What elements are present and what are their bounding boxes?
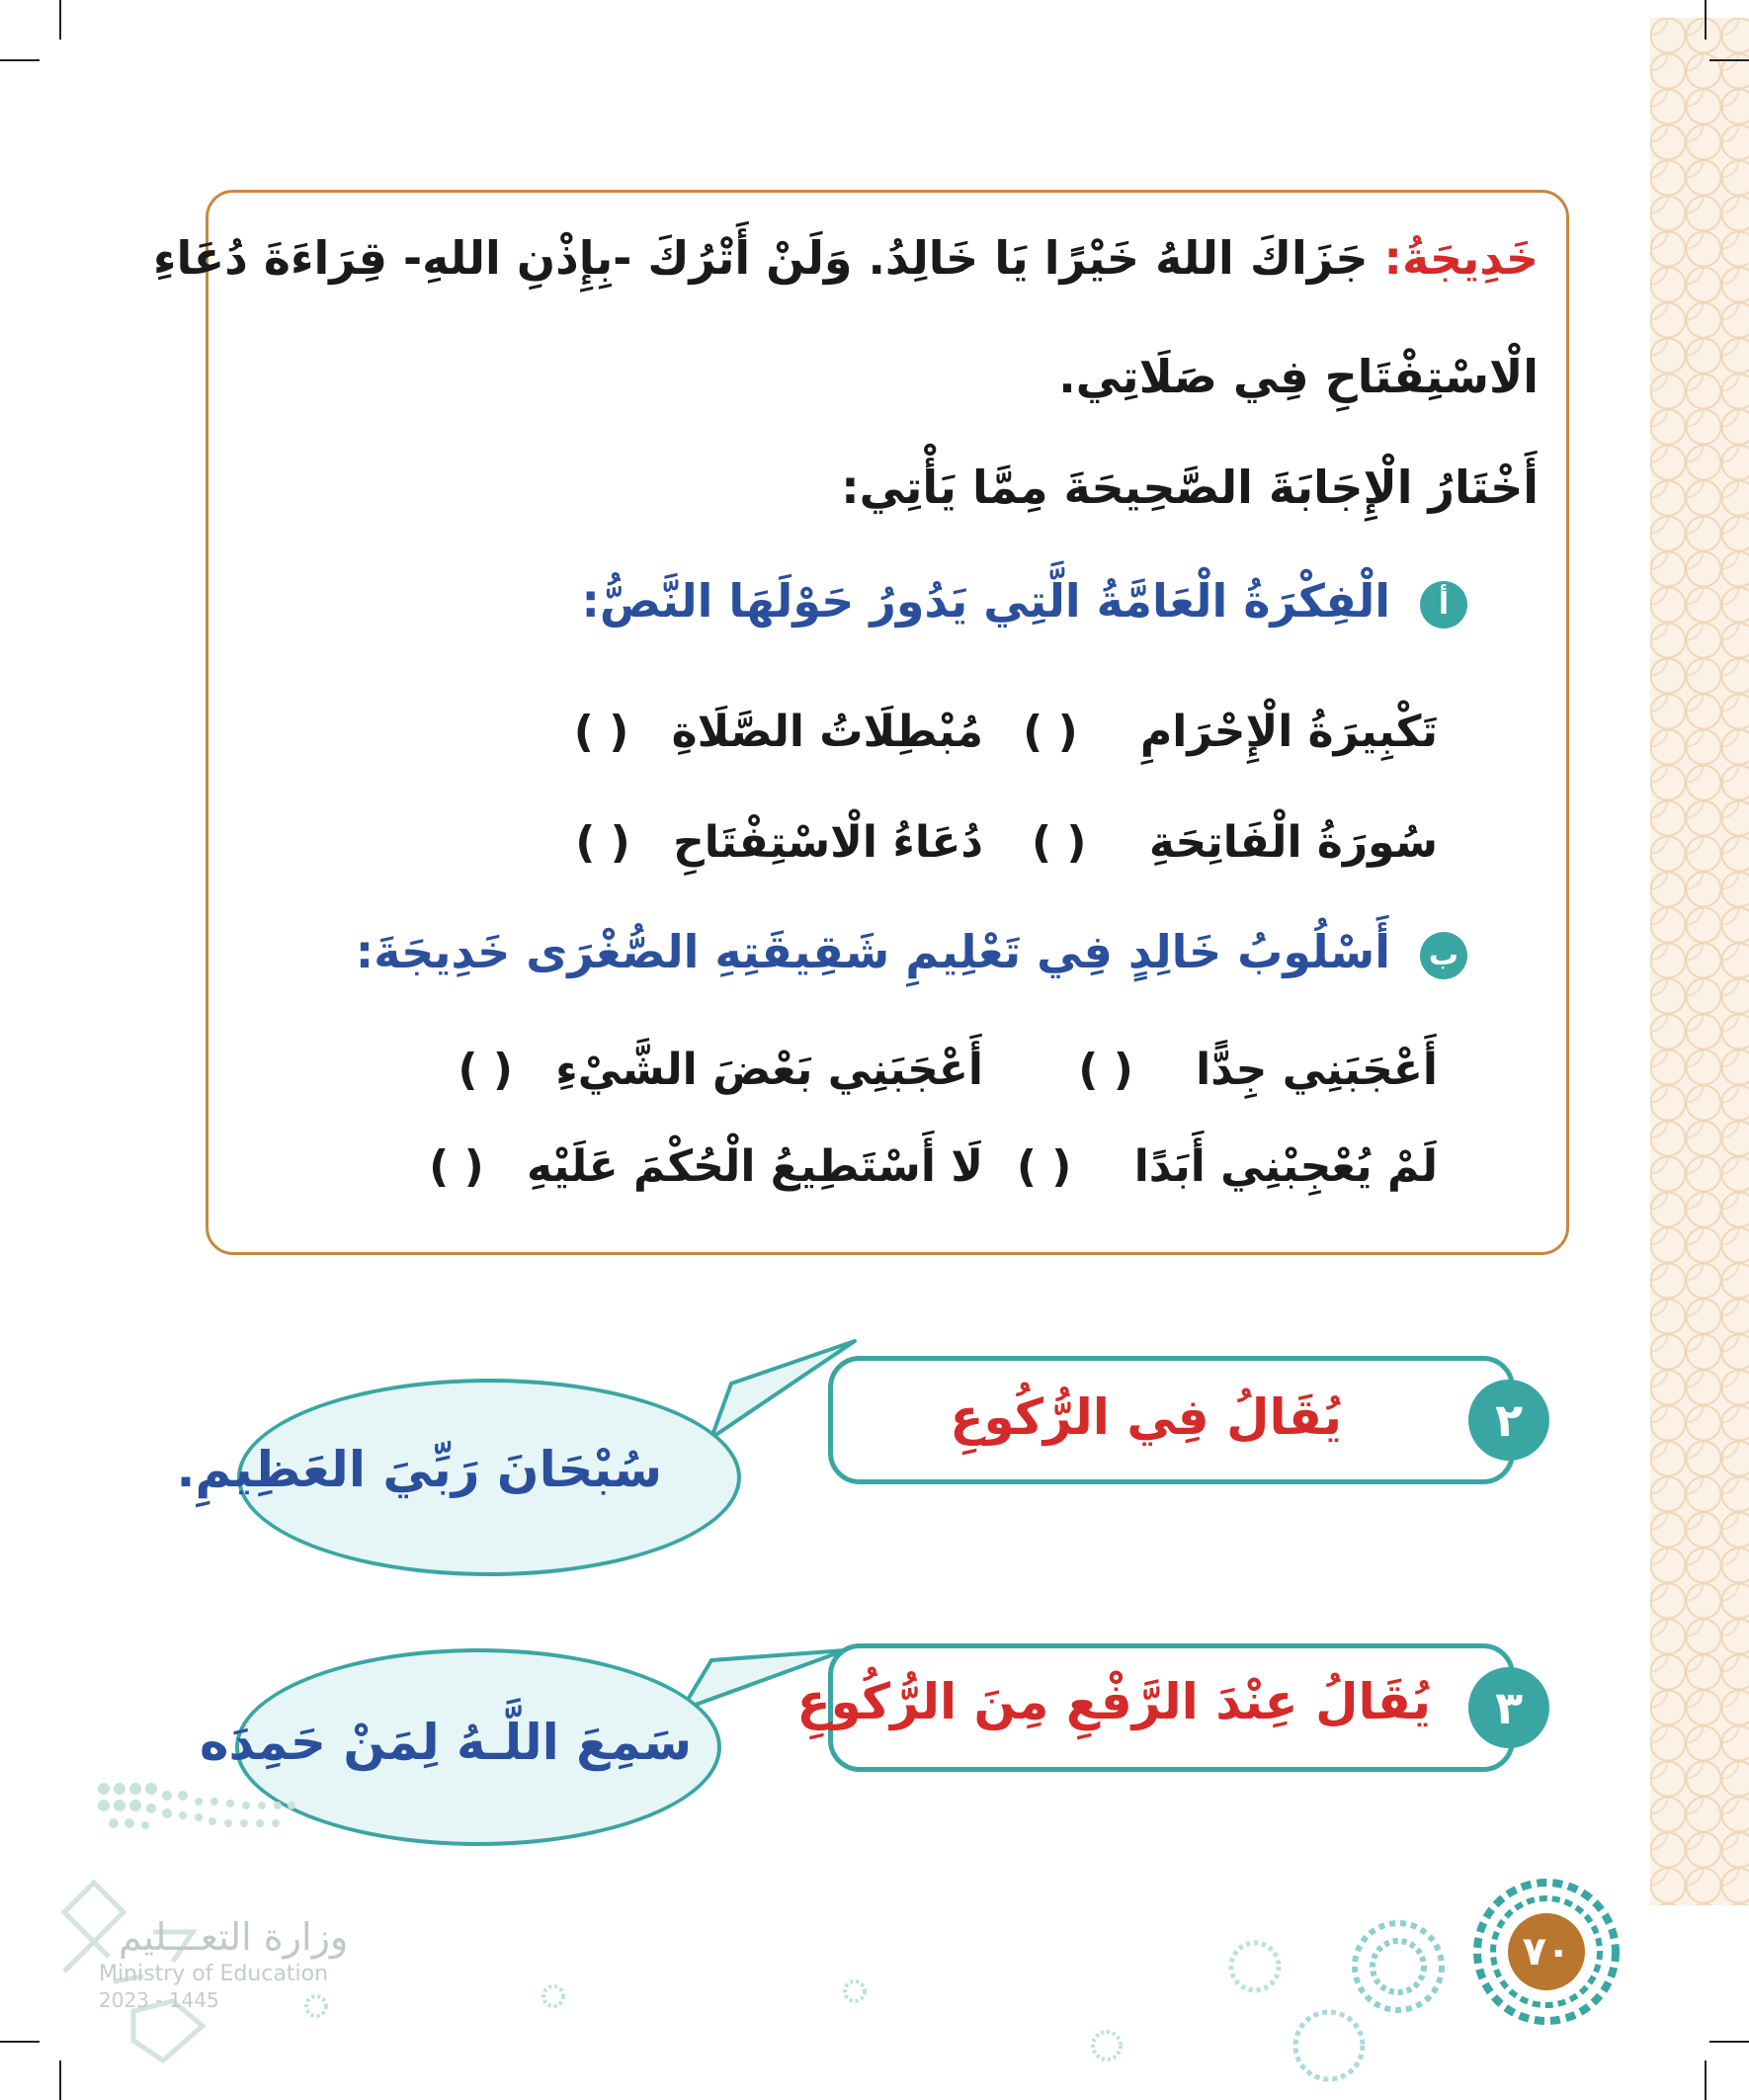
- crop-mark: [0, 2041, 40, 2043]
- question-b-title: أَسْلُوبُ خَالِدٍ فِي تَعْلِيمِ شَقِيقَتِهِ الصُّغْرَى خَدِيجَةَ:: [355, 925, 1390, 978]
- prompt-3-text: يُقَالُ عِنْدَ الرَّفْعِ مِنَ الرُّكُوعِ: [796, 1673, 1431, 1730]
- speech-bubble-3-text: سَمِعَ اللَّـهُ لِمَنْ حَمِدَه: [199, 1714, 692, 1771]
- number-badge-2: ٢: [1468, 1380, 1549, 1461]
- instruction: [208, 458, 1566, 517]
- ornament-icon: [1087, 2026, 1126, 2065]
- answer-paren[interactable]: ( ): [573, 707, 629, 757]
- answer-paren[interactable]: ( ): [1078, 1045, 1133, 1095]
- answer-paren[interactable]: ( ): [458, 1045, 513, 1095]
- option-label: أَعْجَبَنِي جِدًّا: [1196, 1045, 1438, 1095]
- speech-bubble-2-text: سُبْحَانَ رَبِّيَ العَظِيمِ.: [176, 1441, 662, 1498]
- option-label: تَكْبِيرَةُ الْإِحْرَامِ: [1140, 707, 1438, 757]
- answer-paren[interactable]: ( ): [429, 1141, 484, 1192]
- option-label: لَا أَسْتَطِيعُ الْحُكْمَ عَلَيْهِ: [527, 1141, 983, 1192]
- ministry-name-english: Ministry of Education: [99, 1962, 329, 1986]
- decorative-side-border: [1650, 18, 1749, 1905]
- question-a: [208, 571, 1566, 630]
- option-a4[interactable]: [575, 817, 983, 868]
- option-b4[interactable]: [429, 1141, 983, 1192]
- crop-mark: [1709, 2041, 1749, 2043]
- answer-paren[interactable]: ( ): [1016, 1141, 1072, 1192]
- question-a-badge: أ: [1420, 581, 1467, 629]
- option-label: سُورَةُ الْفَاتِحَةِ: [1148, 817, 1438, 868]
- dialogue-line-2: [208, 347, 1566, 406]
- question-b: [208, 922, 1566, 981]
- ornament-icon: [1225, 1937, 1285, 1996]
- ornament-icon: [1290, 2006, 1369, 2085]
- reading-box: [152, 190, 1569, 1255]
- ministry-name-arabic: وزارة التعـــليم: [119, 1915, 349, 1959]
- option-b3[interactable]: [1017, 1141, 1438, 1192]
- answer-paren[interactable]: ( ): [1031, 817, 1087, 868]
- option-label: مُبْطِلَاتُ الصَّلَاةِ: [671, 707, 983, 757]
- instruction-text: أَخْتَارُ الْإِجَابَةَ الصَّحِيحَةَ مِمَّا يَأْتِي:: [841, 461, 1539, 514]
- dialogue-line-1: [152, 228, 1566, 288]
- option-b1[interactable]: [1078, 1045, 1438, 1095]
- option-a3[interactable]: [1032, 817, 1438, 868]
- ornament-icon: [539, 1981, 568, 2011]
- crop-mark: [1705, 2060, 1707, 2100]
- option-a1[interactable]: [1023, 707, 1438, 757]
- crop-mark: [0, 59, 40, 61]
- number-badge-3: ٣: [1468, 1667, 1549, 1748]
- option-a2[interactable]: [574, 707, 983, 757]
- option-label: لَمْ يُعْجِبْنِي أَبَدًا: [1133, 1141, 1438, 1192]
- prompt-2-text: يُقَالُ فِي الرُّكُوعِ: [950, 1388, 1342, 1446]
- crop-mark: [59, 0, 61, 40]
- page-number: ٧٠: [1508, 1913, 1585, 1990]
- crop-mark: [1705, 0, 1707, 40]
- ornament-icon: [1349, 1917, 1448, 2016]
- answer-paren[interactable]: ( ): [1023, 707, 1078, 757]
- answer-paren[interactable]: ( ): [575, 817, 630, 868]
- page-number-ornament: [1472, 1878, 1621, 2026]
- question-a-title: الْفِكْرَةُ الْعَامَّةُ الَّتِي يَدُورُ حَوْلَهَا النَّصُّ:: [581, 574, 1390, 628]
- question-b-badge: ب: [1420, 932, 1467, 979]
- speaker-name: خَدِيجَةُ:: [1383, 231, 1539, 285]
- ministry-year: 2023 - 1445: [99, 1988, 219, 2012]
- dialogue-text: جَزَاكَ اللهُ خَيْرًا يَا خَالِدُ. وَلَنْ أَتْرُكَ -بِإِذْنِ اللهِ- قِرَاءَةَ دُعَاءِ: [152, 231, 1369, 285]
- crop-mark: [1709, 59, 1749, 61]
- option-b2[interactable]: [458, 1045, 983, 1095]
- option-label: دُعَاءُ الْاسْتِفْتَاحِ: [673, 817, 983, 868]
- ornament-icon: [840, 1976, 870, 2006]
- dialogue-text-continued: الْاسْتِفْتَاحِ فِي صَلَاتِي.: [1058, 350, 1539, 403]
- option-label: أَعْجَبَنِي بَعْضَ الشَّيْءِ: [555, 1045, 983, 1095]
